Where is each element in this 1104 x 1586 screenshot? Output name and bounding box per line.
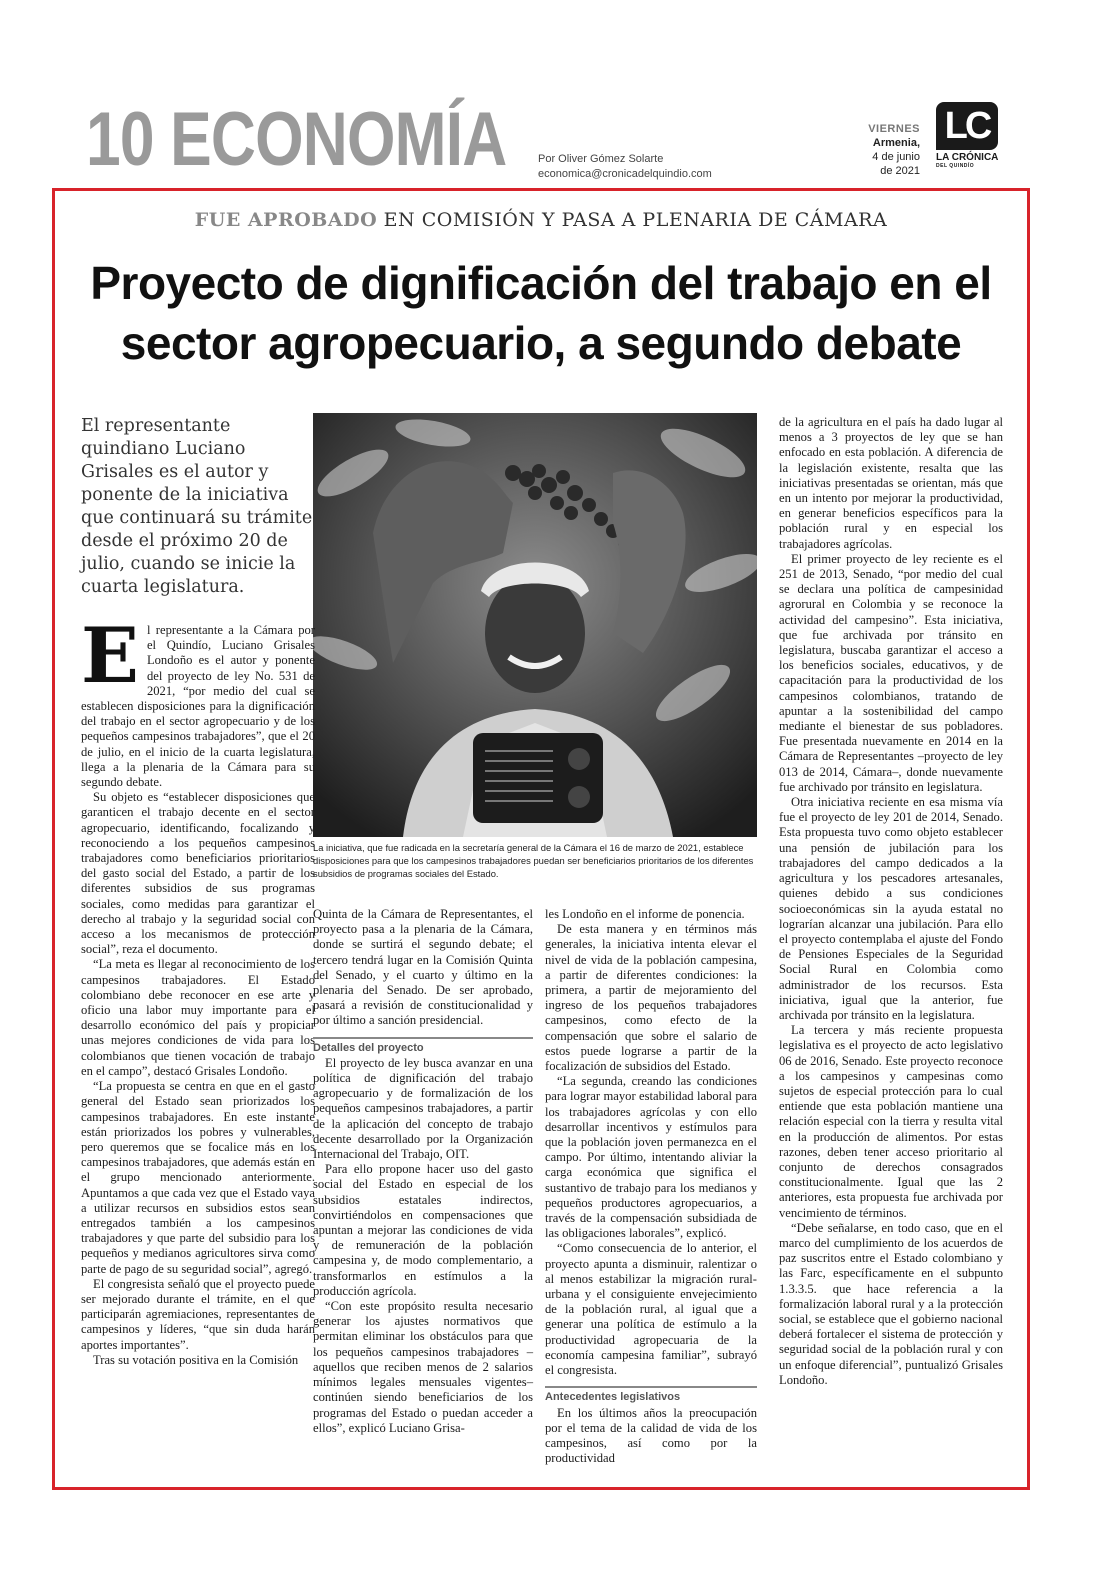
paragraph: La tercera y más reciente propuesta legislativa es el proyecto de acto legislativo 06 de 2016, Senado. Este proyecto reconoce a los campesinos y campesinas como sujetos de especial protección para lo cual entiende que esta población mantiene una relación especial con la tierra y resulta vital en la producción de alimentos. Por estas razones, deben tener acceso prioritario al conjunto de derechos consagrados constitucionalmente. Igual que las 2 anteriores, esta propuesta fue archivada por vencimiento de términos. — [779, 1023, 1003, 1220]
paragraph: “La propuesta se centra en que en el gasto general del Estado sean priorizados los campesinos trabajadores. En este instante están priorizados los pobres y vulnerables, pero queremos que se focalice más en los campesinos trabajadores, que además están en el grupo mencionado anteriormente. Apuntamos a que cada vez que el Estado vaya a utilizar recursos en subsidios estos sean entregados también a los campesinos trabajadores y que parte del subsidio para los pequeños y medianos agricultores sirva como parte de pago de su seguridad social”, agregó. — [81, 1079, 315, 1276]
paragraph-text: l representante a la Cámara por el Quindío, Luciano Grisales Londoño es el autor y ponente del proyecto de ley No. 531 de 2021, “por medio del cual se establecen disposiciones para la dignificación del trabajo en el sector agropecuario y de los pequeños campesinos trabajadores”, que el 20 de julio, en el inicio de la cuarta legislatura, llega a la plenaria de la Cámara para su segundo debate. — [81, 623, 315, 790]
paragraph: Su objeto es “establecer disposiciones que garanticen el trabajo decente en el sector agropecuario, identificando, focalizando y reconociendo a los pequeños campesinos trabajadores como beneficiarios prioritarios del gasto social del Estado, a partir de los diferentes subsidios de sus programas sociales, como medidas para garantizar el derecho al trabajo y la seguridad social con acceso a los mecanismos de protección social”, reza el documento. — [81, 790, 315, 957]
paragraph: “La segunda, creando las condiciones para lograr mayor estabilidad laboral para los trabajadores agrícolas y con ello desarrollar incentivos y estímulos para que la población joven permanezca en el campo. Por último, intentando aliviar la carga económica que significa el sustantivo de trabajo para los medianos y pequeños productores agropecuarios, a través de la compensación subsidiada de las obligaciones laborales”, explicó. — [545, 1074, 757, 1241]
dateline — [842, 122, 920, 178]
paragraph: Tras su votación positiva en la Comisión — [93, 1352, 299, 1367]
paragraph: “Como consecuencia de lo anterior, el proyecto apunta a disminuir, ralentizar o al menos estabilizar la migración rural-urbana y el consiguiente envejecimiento de la población rural, al igual que a generar una política de estímulo a la productividad agropecuaria de la economía campesina familiar”, subrayó el congresista. — [545, 1241, 757, 1378]
photo-caption: La iniciativa, que fue radicada en la secretaría general de la Cámara el 16 de marzo de 2021, establece disposiciones para que los campesinos trabajadores puedan ser beneficiarios prioritarios de los diferentes subsidios de programas sociales del Estado. — [313, 842, 754, 879]
section-title: 10 ECONOMÍA — [86, 97, 507, 182]
text-column-2 — [313, 907, 533, 1436]
subheading: Detalles del proyecto — [313, 1037, 533, 1056]
kicker-rest: EN COMISIÓN Y PASA A PLENARIA DE CÁMARA — [377, 209, 888, 231]
paragraph: Quinta de la Cámara de Representantes, el proyecto pasa a la plenaria de la Cámara, donde se surtirá el segundo debate; el tercero tendrá lugar en la Comisión Quinta del Senado, y el cuarto y último en la plenaria del Senado. De ser aprobado, pasará a revisión de constitucionalidad y por último a sanción presidencial. — [313, 907, 533, 1028]
logo-name: LA CRÓNICA — [936, 152, 999, 163]
farmer-photo-illustration — [313, 413, 757, 837]
subheading: Antecedentes legislativos — [545, 1386, 757, 1405]
kicker-strong: FUE APROBADO — [194, 209, 378, 231]
paragraph — [81, 611, 315, 790]
author-email: economica@cronicadelquindio.com — [538, 168, 712, 180]
lead-paragraph: El representante quindiano Luciano Grisales es el autor y ponente de la iniciativa que continuará su trámite desde el próximo 20 de julio, cuando se inicie la cuarta legislatura. — [81, 416, 313, 597]
headline-line-1: Proyecto de dignificación del trabajo en el — [90, 257, 992, 309]
logo-subtitle: DEL QUINDÍO — [936, 163, 975, 169]
article-photo — [313, 413, 757, 837]
paragraph: En los últimos años la preocupación por el tema de la calidad de vida de los campesinos, así como por la productividad — [545, 1405, 757, 1466]
paragraph: Otra iniciativa reciente en esa misma vía fue el proyecto de ley 201 de 2014, Senado. Esta propuesta tuvo como objeto establecer una pensión de jubilación para los trabajadores del campo dedicados a la agricultura y los pescadores artesanales, quienes debido a sus condiciones socioeconómicas sin la ayuda estatal no lograrían alcanzar una jubilación. Para ello el proyecto contemplaba el ajuste del Fondo de Pensiones Especiales de la Seguridad Social Rural en Colombia como administrador de los recursos. Esta iniciativa, igual que la anterior, fue archivada por tránsito en la legislatura. — [779, 795, 1003, 1022]
paragraph: De esta manera y en términos más generales, la iniciativa intenta elevar el nivel de vida de la población campesina, a partir de diferentes condiciones: la primera, a partir de mejoramiento del ingreso de los pequeños trabajadores campesinos, como efecto de la compensación que sobre el salario de estos puede lograrse a partir de la focalización de subsidios del Estado. — [545, 922, 757, 1074]
text-column-3 — [545, 907, 757, 1466]
author-name: Por Oliver Gómez Solarte — [538, 153, 664, 165]
headline-line-2: sector agropecuario, a segundo debate — [120, 317, 962, 369]
byline — [538, 152, 712, 182]
text-column-1 — [81, 611, 315, 1368]
paragraph: “La meta es llegar al reconocimiento de los campesinos trabajadores. El Estado colombiano debe reconocer en ese arte y oficio una labor muy importante para el desarrollo económico del país y propiciar unas mejores condiciones de vida para los colombianos que tienen vocación de trabajo en el campo”, destacó Grisales Londoño. — [81, 957, 315, 1078]
paragraph: Para ello propone hacer uso del gasto social del Estado en especial de los subsidios estatales indirectos, convirtiéndolos en compensaciones que apuntan a mejorar las condiciones de vida y de remuneración de la población campesina y, de modo complementario, a transformarlos en estímulos a la producción agrícola. — [313, 1162, 533, 1298]
newspaper-logo — [936, 102, 1008, 182]
dateline-city: Armenia, — [872, 137, 920, 149]
paragraph: de la agricultura en el país ha dado lugar al menos a 3 proyectos de ley que se han enfocado en esta población. A diferencia de la legislación existente, resalta que las iniciativas presentadas se orientan, más que en un intento por mejorar la productividad, en generar beneficios específicos para la población rural y en especial los trabajadores agrícolas. — [779, 415, 1003, 551]
article-frame — [52, 188, 1030, 1490]
dateline-day: VIERNES — [868, 123, 920, 135]
dropcap: E — [81, 611, 139, 700]
paragraph: “Con este propósito resulta necesario generar los ajustes normativos que permitan eliminar los obstáculos para que los pequeños campesinos trabajadores –aquellos que reciben menos de 2 salarios mínimos legales mensuales vigentes– continúen siendo beneficiarios de los programas del Estado o puedan acceder a ellos”, explicó Luciano Grisa- — [313, 1299, 533, 1435]
dateline-date: 4 de junio — [872, 151, 920, 163]
paragraph: El primer proyecto de ley reciente es el 251 de 2013, Senado, “por medio del cual se declara una política de campesinidad agrorural en Colombia y se reconoce la actividad del campesino”. Esta iniciativa, que fue archivada por tránsito en legislatura, buscaba garantizar el acceso a los beneficios sociales, educativos, y de capacitación para la productividad de los campesinos colombianos, tratando de apuntar a la sostenibilidad del campo mediante el bienestar de sus pobladores. Fue presentada nuevamente en 2014 en la Cámara de Representantes –proyecto de ley 013 de 2014, Cámara–, donde nuevamente fue archivado por tránsito en legislatura. — [779, 551, 1003, 794]
article-kicker — [55, 209, 1027, 231]
paragraph: les Londoño en el informe de ponencia. — [545, 907, 745, 921]
paragraph: El proyecto de ley busca avanzar en una política de dignificación del trabajo agropecuario y de formalización de los pequeños campesinos trabajadores, a partir de la aplicación del concepto de trabajo decente desarrollado por la Organización Internacional del Trabajo, OIT. — [313, 1055, 533, 1162]
text-column-4 — [779, 415, 1003, 1388]
dateline-year: de 2021 — [880, 165, 920, 177]
headline — [75, 253, 1007, 373]
logo-mark: LC — [936, 102, 998, 150]
paragraph: “Debe señalarse, en todo caso, que en el marco del cumplimiento de los acuerdos de paz suscritos entre el Estado colombiano y las Farc, específicamente en el subpunto 1.3.3.5. que hace referencia a la formalización laboral rural y a la protección social, se establece que el gobierno nacional deberá fortalecer el sistema de protección y seguridad social de la población rural y con un enfoque diferencial”, puntualizó Grisales Londoño. — [779, 1220, 1003, 1387]
page-header — [86, 92, 1046, 192]
paragraph: El congresista señaló que el proyecto puede ser mejorado durante el trámite, en el que participarán agremiaciones, representantes de campesinos y líderes, “que sin duda harán aportes importantes”. — [81, 1276, 315, 1352]
